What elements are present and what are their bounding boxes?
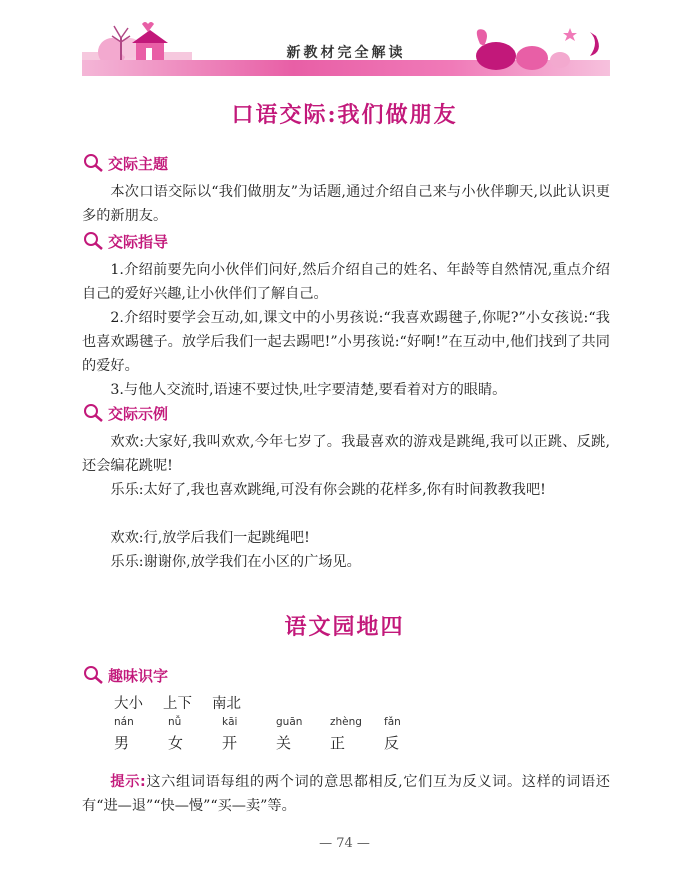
antonym-pair: 大小 — [114, 696, 143, 712]
character: 反 — [384, 734, 400, 752]
pinyin: fǎn — [384, 716, 401, 728]
pinyin: nán — [114, 716, 134, 728]
antonym-pair: 南北 — [212, 696, 241, 712]
subhead-fun-label: 趣味识字 — [108, 666, 169, 685]
magnifier-icon — [82, 153, 104, 173]
character: 女 — [168, 734, 184, 752]
subhead-example-label: 交际示例 — [108, 404, 169, 423]
header-title: 新教材完全解读 — [286, 45, 406, 61]
antonym-pair: 上下 — [163, 696, 192, 712]
pinyin: zhèng — [330, 716, 362, 728]
section-title-garden: 语文园地四 — [284, 614, 405, 640]
character: 男 — [114, 734, 130, 752]
character: 关 — [276, 734, 292, 752]
magnifier-icon — [82, 231, 104, 251]
magnifier-icon — [82, 665, 104, 685]
rabbit-decoration-icon — [450, 22, 610, 76]
guide-item: 3.与他人交流时,语速不要过快,吐字要清楚,要看着对方的眼睛。 — [110, 382, 507, 399]
dialogue-line: 欢欢:大家好,我叫欢欢,今年七岁了。我最喜欢的游戏是跳绳,我可以正跳、反跳,还会编花跳呢! — [82, 434, 610, 475]
character: 正 — [330, 734, 346, 752]
subhead-guide-label: 交际指导 — [108, 232, 169, 251]
char-row — [114, 732, 438, 753]
subhead-guide — [82, 230, 168, 252]
subhead-topic-label: 交际主题 — [108, 154, 169, 173]
subhead-fun — [82, 664, 168, 686]
dialogue-line: 欢欢:行,放学后我们一起跳绳吧! — [110, 530, 310, 547]
subhead-topic — [82, 152, 168, 174]
tip-text: 这六组词语每组的两个词的意思都相反,它们互为反义词。这样的词语还有“进—退”“快—慢”“买—卖”等。 — [82, 774, 610, 815]
page-number: — 74 — — [319, 836, 370, 851]
topic-paragraph: 本次口语交际以“我们做朋友”为话题,通过介绍自己来与小伙伴聊天,以此认识更多的新朋友。 — [82, 184, 610, 225]
magnifier-icon — [82, 403, 104, 423]
pinyin: nǚ — [168, 716, 182, 728]
section-title-oral: 口语交际:我们做朋友 — [231, 102, 458, 128]
character: 开 — [222, 734, 238, 752]
pinyin: guān — [276, 716, 303, 728]
guide-item: 2.介绍时要学会互动,如,课文中的小男孩说:“我喜欢踢毽子,你呢?”小女孩说:“我也喜欢踢毽子。放学后我们一起去踢吧!”小男孩说:“好啊!”在互动中,他们找到了共同的爱好。 — [82, 310, 610, 375]
guide-item: 1.介绍前要先向小伙伴们问好,然后介绍自己的姓名、年龄等自然情况,重点介绍自己的爱好兴趣,让小伙伴们了解自己。 — [82, 262, 610, 303]
tip-paragraph — [82, 770, 610, 818]
page-header — [82, 18, 610, 76]
pinyin: kāi — [222, 716, 238, 728]
pinyin-row — [114, 716, 438, 728]
antonym-pairs — [114, 692, 261, 713]
dialogue-line: 乐乐:太好了,我也喜欢跳绳,可没有你会跳的花样多,你有时间教教我吧! — [110, 482, 546, 499]
subhead-example — [82, 402, 168, 424]
dialogue-line: 乐乐:谢谢你,放学我们在小区的广场见。 — [110, 554, 361, 571]
tip-label: 提示: — [110, 774, 146, 791]
